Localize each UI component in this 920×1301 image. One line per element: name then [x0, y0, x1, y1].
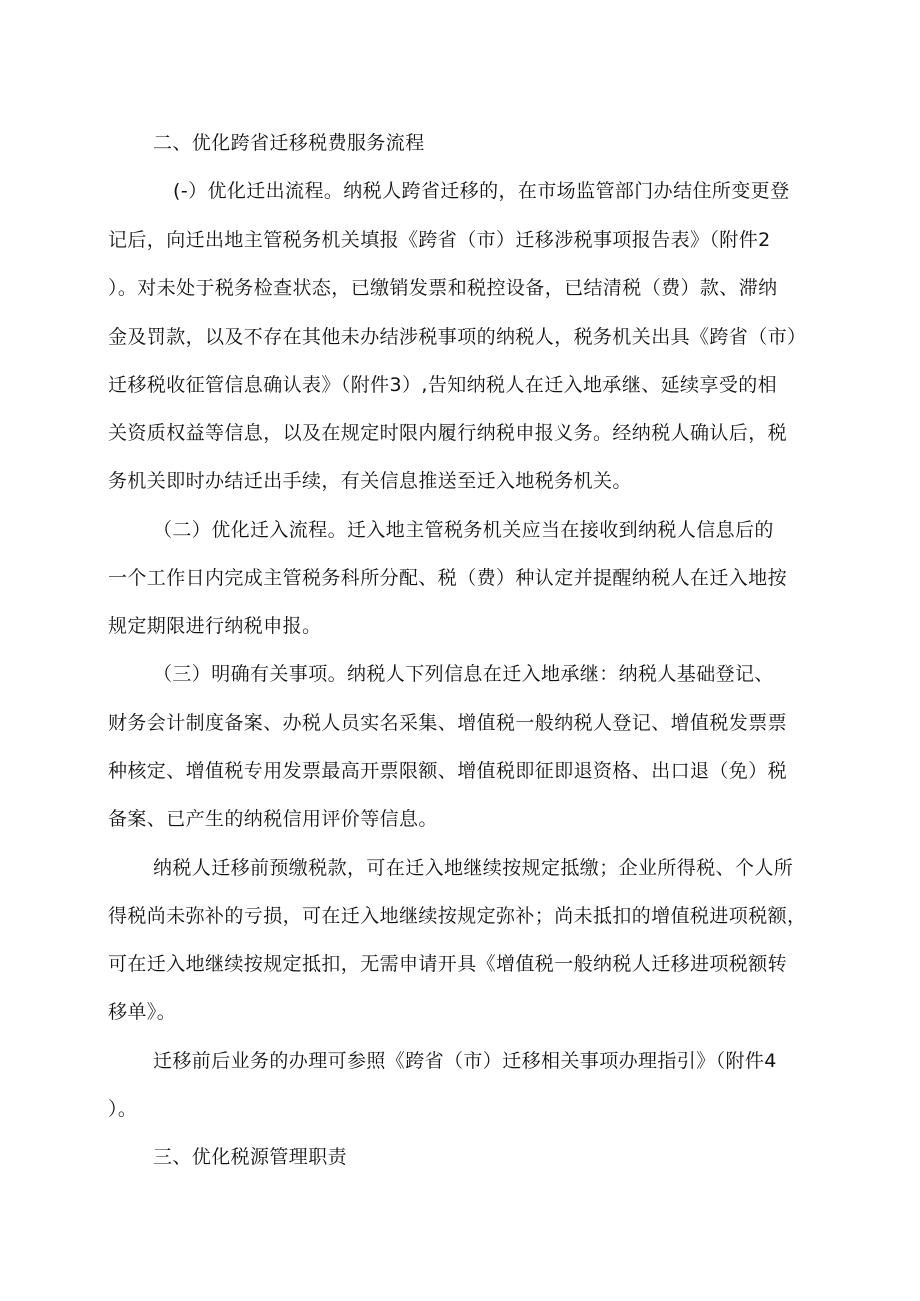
paragraph-line: 可在迁入地继续按规定抵扣，无需申请开具《增值税一般纳税人迁移进项税额转 [108, 953, 788, 975]
paragraph-line: 一个工作日内完成主管税务科所分配、税（费）种认定并提醒纳税人在迁入地按 [108, 567, 788, 589]
paragraph-line: 纳税人迁移前预缴税款，可在迁入地继续按规定抵缴；企业所得税、个人所 [153, 857, 794, 879]
paragraph-line: 财务会计制度备案、办税人员实名采集、增值税一般纳税人登记、增值税发票票 [108, 712, 788, 734]
paragraph-line: (-）优化迁出流程。纳税人跨省迁移的，在市场监管部门办结住所变更登 [173, 180, 790, 202]
paragraph-line: （三）明确有关事项。纳税人下列信息在迁入地承继：纳税人基础登记、 [153, 663, 774, 685]
paragraph-line: 记后，向迁出地主管税务机关填报《跨省（市）迁移涉税事项报告表》（附件2 [108, 229, 771, 251]
section-heading-3: 三、优化税源管理职责 [153, 1146, 348, 1168]
paragraph-line: ）。 [108, 1098, 138, 1120]
paragraph-line: 关资质权益等信息，以及在规定时限内履行纳税申报义务。经纳税人确认后，税 [108, 422, 788, 444]
paragraph-line: 迁移前后业务的办理可参照《跨省（市）迁移相关事项办理指引》（附件4 [153, 1050, 777, 1072]
paragraph-line: 得税尚未弥补的亏损，可在迁入地继续按规定弥补；尚未抵扣的增值税进项税额， [108, 905, 807, 927]
paragraph-line: 迁移税收征管信息确认表》（附件3）,告知纳税人在迁入地承继、延续享受的相 [108, 374, 778, 396]
paragraph-line: 移单》。 [108, 1001, 177, 1023]
section-heading-2: 二、优化跨省迁移税费服务流程 [153, 132, 425, 154]
paragraph-line: ）。对未处于税务检查状态，已缴销发票和税控设备，已结清税（费）款、滞纳 [108, 277, 778, 299]
paragraph-line: 务机关即时办结迁出手续，有关信息推送至迁入地税务机关。 [108, 470, 632, 492]
paragraph-line: （二）优化迁入流程。迁入地主管税务机关应当在接收到纳税人信息后的 [153, 519, 774, 541]
paragraph-line: 备案、已产生的纳税信用评价等信息。 [108, 808, 438, 830]
paragraph-line: 种核定、增值税专用发票最高开票限额、增值税即征即退资格、出口退（免）税 [108, 760, 788, 782]
paragraph-line: 金及罚款，以及不存在其他未办结涉税事项的纳税人，税务机关出具《跨省（市） [108, 326, 807, 348]
paragraph-line: 规定期限进行纳税申报。 [108, 615, 322, 637]
